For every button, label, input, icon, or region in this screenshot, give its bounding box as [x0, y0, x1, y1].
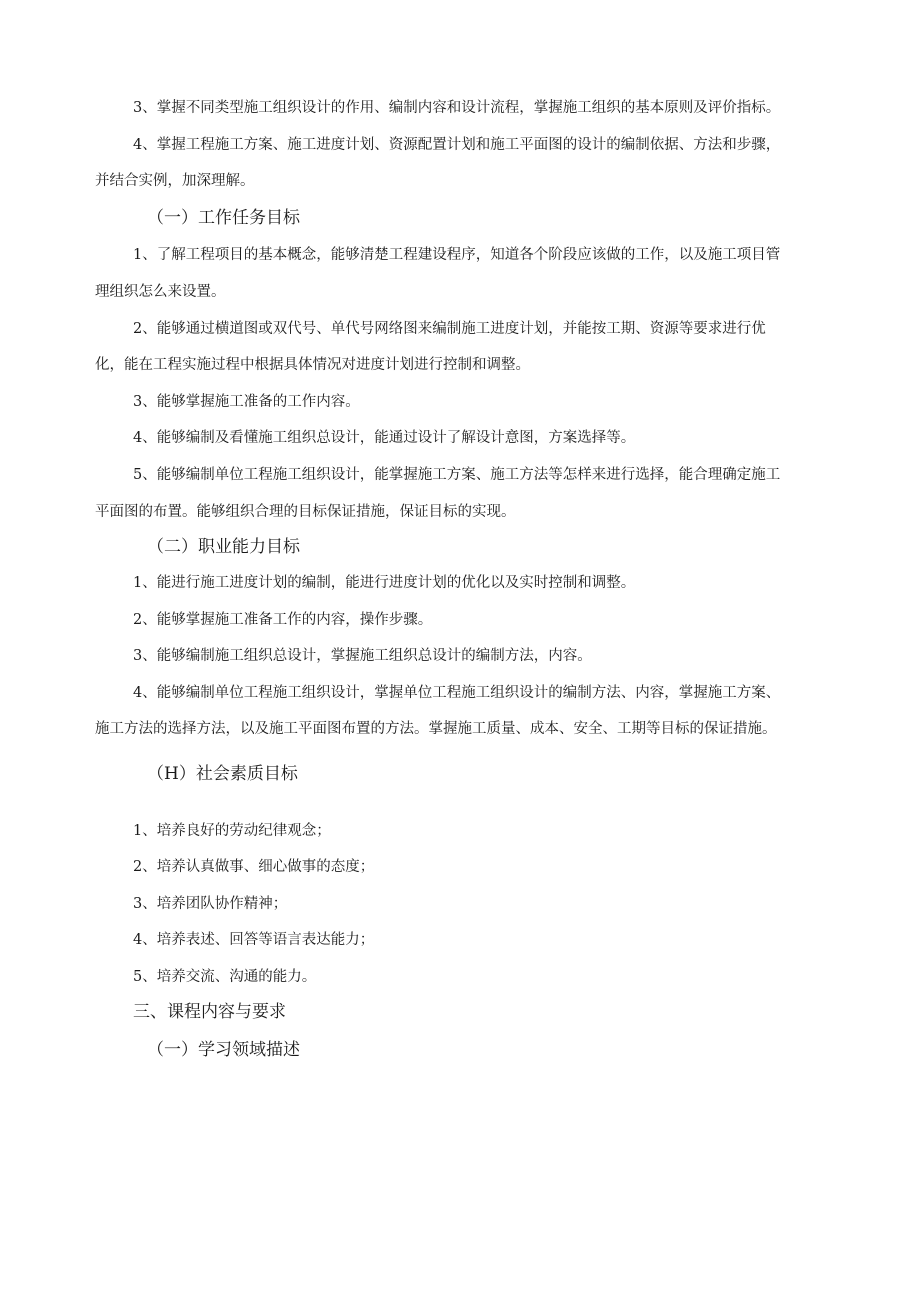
ability-goal-item-3: 3、能够编制施工组织总设计，掌握施工组织总设计的编制方法，内容。	[133, 648, 592, 664]
intro-item-4-line-2: 并结合实例，加深理解。	[95, 173, 255, 189]
ability-goal-item-1: 1、能进行施工进度计划的编制，能进行进度计划的优化以及实时控制和调整。	[133, 575, 636, 591]
ability-goal-item-2: 2、能够掌握施工准备工作的内容，操作步骤。	[133, 612, 433, 628]
part-heading-course-content: 三、课程内容与要求	[133, 1002, 286, 1022]
work-goal-item-3: 3、能够掌握施工准备的工作内容。	[133, 394, 360, 410]
social-goal-item-1: 1、培养良好的劳动纪律观念；	[133, 823, 331, 839]
social-goal-item-5: 5、培养交流、沟通的能力。	[133, 969, 317, 985]
section-heading-professional-ability-goals: （二）职业能力目标	[147, 537, 300, 557]
work-goal-item-4: 4、能够编制及看懂施工组织总设计，能通过设计了解设计意图，方案选择等。	[133, 430, 636, 446]
work-goal-item-5-line-2: 平面图的布置。能够组织合理的目标保证措施，保证目标的实现。	[95, 504, 516, 520]
work-goal-item-1-line-2: 理组织怎么来设置。	[95, 284, 226, 300]
section-heading-social-quality-goals: （H）社会素质目标	[147, 764, 298, 784]
intro-item-4-line-1: 4、掌握工程施工方案、施工进度计划、资源配置计划和施工平面图的设计的编制依据、方法和步骤，	[133, 137, 781, 153]
section-heading-work-task-goals: （一）工作任务目标	[147, 208, 300, 228]
ability-goal-item-4-line-2: 施工方法的选择方法，以及施工平面图布置的方法。掌握施工质量、成本、安全、工期等目标的保证措施。	[95, 721, 777, 737]
sub-heading-learning-area: （一）学习领域描述	[147, 1040, 300, 1060]
work-goal-item-2-line-1: 2、能够通过横道图或双代号、单代号网络图来编制施工进度计划，并能按工期、资源等要求进行优	[133, 321, 766, 337]
social-goal-item-4: 4、培养表述、回答等语言表达能力；	[133, 932, 375, 948]
social-goal-item-2: 2、培养认真做事、细心做事的态度；	[133, 859, 375, 875]
work-goal-item-5-line-1: 5、能够编制单位工程施工组织设计，能掌握施工方案、施工方法等怎样来进行选择，能合理确定施工	[133, 467, 781, 483]
work-goal-item-1-line-1: 1、了解工程项目的基本概念，能够清楚工程建设程序，知道各个阶段应该做的工作，以及施工项目管	[133, 247, 781, 263]
social-goal-item-3: 3、培养团队协作精神；	[133, 896, 288, 912]
intro-item-3: 3、掌握不同类型施工组织设计的作用、编制内容和设计流程，掌握施工组织的基本原则及评价指标。	[133, 100, 781, 116]
work-goal-item-2-line-2: 化，能在工程实施过程中根据具体情况对进度计划进行控制和调整。	[95, 357, 530, 373]
ability-goal-item-4-line-1: 4、能够编制单位工程施工组织设计，掌握单位工程施工组织设计的编制方法、内容，掌握施工方案、	[133, 685, 781, 701]
